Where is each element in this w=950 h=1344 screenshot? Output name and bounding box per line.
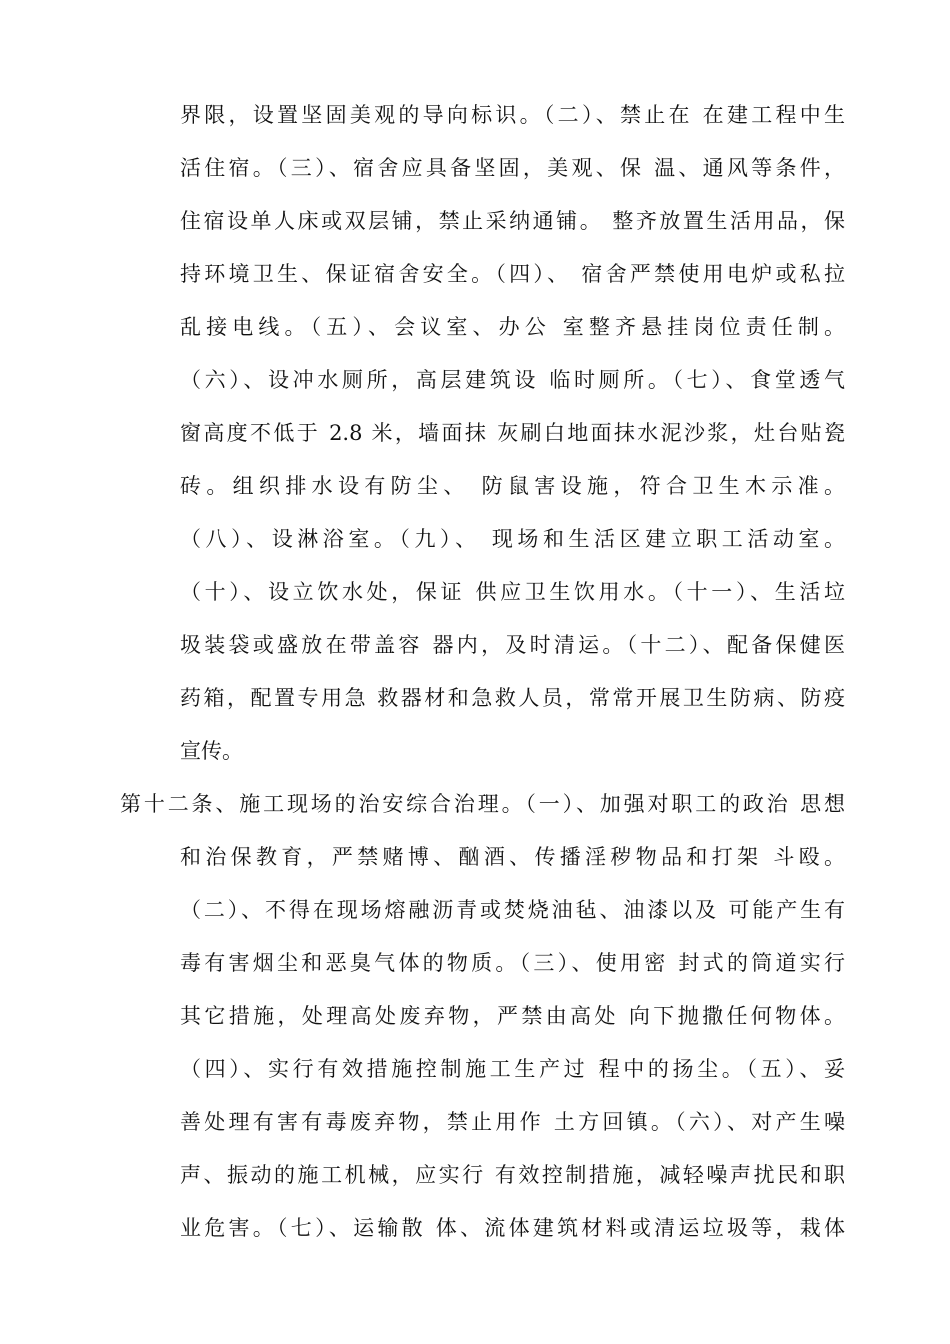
- text-line: 毒有害烟尘和恶臭气体的物质。（三）、使用密 封式的筒道实行: [180, 951, 845, 975]
- text-line: 乱接电线。（五）、会议室、办公 室整齐悬挂岗位责任制。: [180, 315, 845, 339]
- text-line: 住宿设单人床或双层铺，禁止采纳通铺。 整齐放置生活用品，保: [180, 209, 845, 233]
- text-line: 界限，设置坚固美观的导向标识。（二）、禁止在 在建工程中生: [180, 103, 845, 127]
- text-line: 药箱，配置专用急 救器材和急救人员，常常开展卫生防病、防疫: [180, 686, 845, 710]
- text-line: 善处理有害有毒废弃物，禁止用作 土方回镇。（六）、对产生噪: [180, 1110, 845, 1134]
- text-line: （十）、设立饮水处，保证 供应卫生饮用水。（十一）、生活垃: [180, 580, 845, 604]
- text-line: （六）、设冲水厕所，高层建筑设 临时厕所。（七）、食堂透气: [180, 368, 845, 392]
- text-line: 活住宿。（三）、宿舍应具备坚固，美观、保 温、通风等条件，: [180, 156, 845, 180]
- text-line: 声、振动的施工机械，应实行 有效控制措施，减轻噪声扰民和职: [180, 1163, 845, 1187]
- text-line: （二）、不得在现场熔融沥青或焚烧油毡、油漆以及 可能产生有: [180, 898, 845, 922]
- text-line: （八）、设淋浴室。（九）、 现场和生活区建立职工活动室。: [180, 527, 845, 551]
- text-line: 圾装袋或盛放在带盖容 器内，及时清运。（十二）、配备保健医: [180, 633, 845, 657]
- text-line: 业危害。（七）、运输散 体、流体建筑材料或清运垃圾等，栽体: [180, 1216, 845, 1240]
- text-line: 窗高度不低于 2.8 米，墙面抹 灰刷白地面抹水泥沙浆，灶台贴瓷: [180, 421, 845, 445]
- article-heading-line: 第十二条、施工现场的治安综合治理。（一）、加强对职工的政治 思想: [120, 792, 845, 816]
- text-line: 砖。组织排水设有防尘、 防鼠害设施，符合卫生木示准。: [180, 474, 845, 498]
- text-line: 持环境卫生、保证宿舍安全。（四）、 宿舍严禁使用电炉或私拉: [180, 262, 845, 286]
- text-line: （四）、实行有效措施控制施工生产过 程中的扬尘。（五）、妥: [180, 1057, 845, 1081]
- text-line: 和治保教育，严禁赌博、酗酒、传播淫秽物品和打架 斗殴。: [180, 845, 845, 869]
- text-line: 其它措施，处理高处废弃物，严禁由高处 向下抛撒任何物体。: [180, 1004, 845, 1028]
- text-line: 宣传。: [180, 739, 243, 763]
